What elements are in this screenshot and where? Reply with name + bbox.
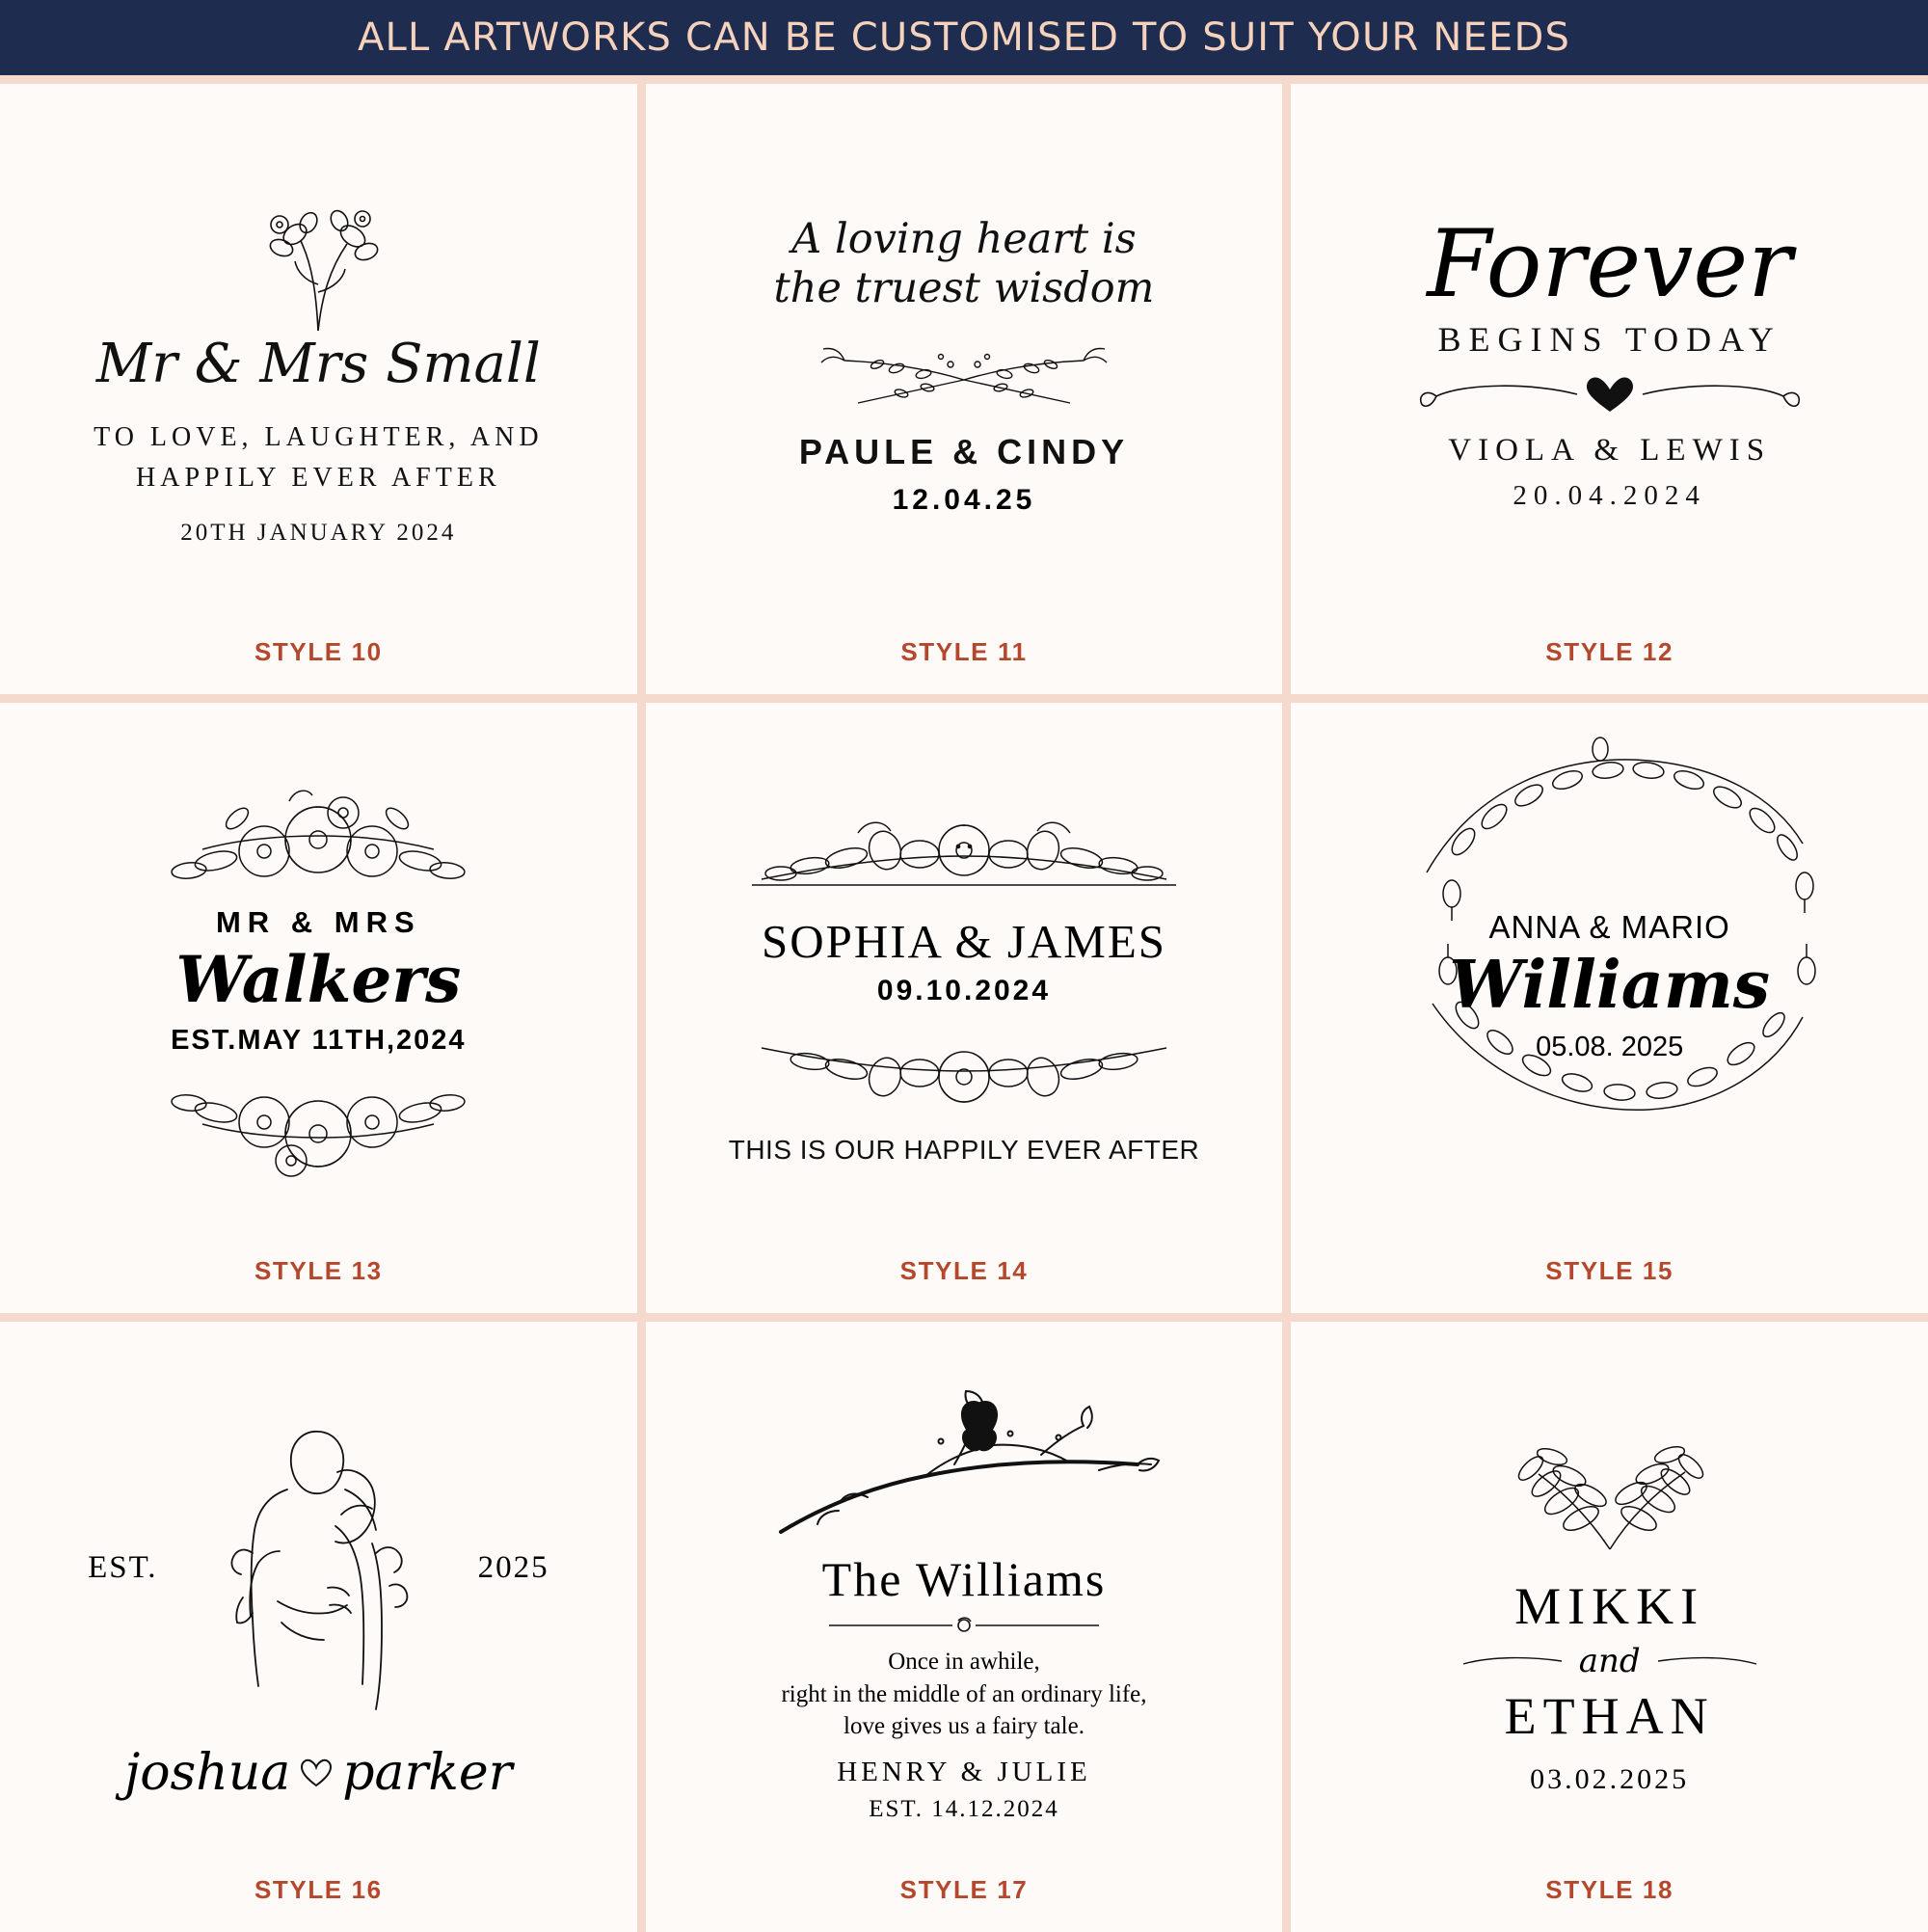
style-label: STYLE 10: [254, 637, 383, 666]
style-label: STYLE 18: [1545, 1875, 1674, 1904]
promo-banner-text: ALL ARTWORKS CAN BE CUSTOMISED TO SUIT YOUR NEEDS: [357, 15, 1571, 60]
est-label: EST.: [88, 1549, 158, 1585]
heart-flourish-icon: [1407, 373, 1812, 417]
artwork-preview: [646, 84, 1283, 637]
surname: Walkers: [175, 941, 462, 1017]
artwork-preview: [0, 703, 637, 1256]
flower-cluster-icon: [145, 780, 492, 905]
couple-name: Mr & Mrs Small: [95, 333, 541, 395]
artwork-preview: [646, 1322, 1283, 1875]
artwork-preview: [1291, 703, 1928, 1256]
date: 09.10.2024: [876, 974, 1052, 1006]
couple-name: ANNA & MARIO: [1488, 908, 1730, 945]
second-name: ETHAN: [1504, 1687, 1715, 1745]
style-tile[interactable]: [646, 84, 1283, 694]
date: 05.08. 2025: [1536, 1032, 1684, 1063]
style-label: STYLE 13: [254, 1256, 383, 1285]
tagline: THIS IS OUR HAPPILY EVER AFTER: [728, 1134, 1200, 1165]
quote-line-2: right in the middle of an ordinary life,: [781, 1680, 1147, 1707]
flower-cluster-icon: [145, 1068, 492, 1194]
second-name: parker: [342, 1744, 513, 1802]
couple-name: HENRY & JULIE: [837, 1757, 1091, 1788]
tagline-line-2: HAPPILY EVER AFTER: [136, 463, 501, 494]
style-tile[interactable]: [1291, 84, 1928, 694]
family-name: The Williams: [821, 1551, 1107, 1606]
style-label: STYLE 16: [254, 1875, 383, 1904]
quote-line-1: Once in awhile,: [888, 1648, 1040, 1675]
floral-banner-icon: [723, 1013, 1205, 1119]
year: 2025: [477, 1549, 549, 1585]
style-label: STYLE 14: [899, 1256, 1029, 1285]
artwork-preview: [1291, 1322, 1928, 1875]
couple-line-art-icon: [183, 1409, 453, 1727]
first-name: joshua: [124, 1744, 291, 1802]
date: 20TH JANUARY 2024: [180, 519, 457, 546]
artwork-preview: [646, 703, 1283, 1256]
style-label: STYLE 15: [1545, 1256, 1674, 1285]
olive-branch-icon: [1446, 1414, 1774, 1559]
right-flourish-icon: [1652, 1654, 1758, 1668]
quote-line-2: the truest wisdom: [773, 264, 1155, 312]
artwork-preview: [1291, 84, 1928, 637]
date: EST. 14.12.2024: [869, 1796, 1059, 1823]
promo-banner: [0, 0, 1928, 75]
style-tile[interactable]: [1291, 703, 1928, 1313]
surname: Williams: [1449, 946, 1771, 1024]
style-label: STYLE 17: [899, 1875, 1029, 1904]
quote-line-3: love gives us a fairy tale.: [844, 1713, 1084, 1740]
floral-banner-icon: [723, 808, 1205, 914]
date: EST.MAY 11TH,2024: [171, 1024, 467, 1056]
lovebirds-branch-icon: [752, 1387, 1176, 1551]
style-tile[interactable]: [0, 84, 637, 694]
style-tile[interactable]: [0, 1322, 637, 1932]
first-name: MIKKI: [1514, 1577, 1705, 1635]
subhead: BEGINS TODAY: [1437, 320, 1781, 360]
style-tile[interactable]: [646, 1322, 1283, 1932]
artwork-preview: [0, 84, 637, 637]
botanical-divider-icon: [752, 335, 1176, 422]
couple-name: SOPHIA & JAMES: [761, 914, 1167, 968]
artwork-preview: [0, 1322, 637, 1875]
style-tile[interactable]: [0, 703, 637, 1313]
style-grid: [0, 75, 1928, 1932]
couple-name: VIOLA & LEWIS: [1448, 433, 1772, 469]
date: 03.02.2025: [1530, 1763, 1690, 1795]
heart-icon: [300, 1758, 333, 1787]
floral-sprig-icon: [212, 188, 424, 333]
style-label: STYLE 12: [1545, 637, 1674, 666]
tagline-line-1: TO LOVE, LAUGHTER, AND: [94, 421, 544, 452]
conjunction: and: [1578, 1642, 1641, 1680]
style-tile[interactable]: [1291, 1322, 1928, 1932]
couple-name: PAULE & CINDY: [798, 432, 1130, 472]
style-tile[interactable]: [646, 703, 1283, 1313]
date: 20.04.2024: [1513, 480, 1706, 512]
date: 12.04.25: [892, 484, 1036, 517]
style-label: STYLE 11: [900, 637, 1028, 666]
left-flourish-icon: [1461, 1654, 1567, 1668]
prefix: MR & MRS: [215, 904, 421, 939]
ornament-divider-icon: [819, 1617, 1109, 1634]
quote-line-1: A loving heart is: [791, 214, 1137, 263]
headline: Forever: [1427, 209, 1793, 318]
